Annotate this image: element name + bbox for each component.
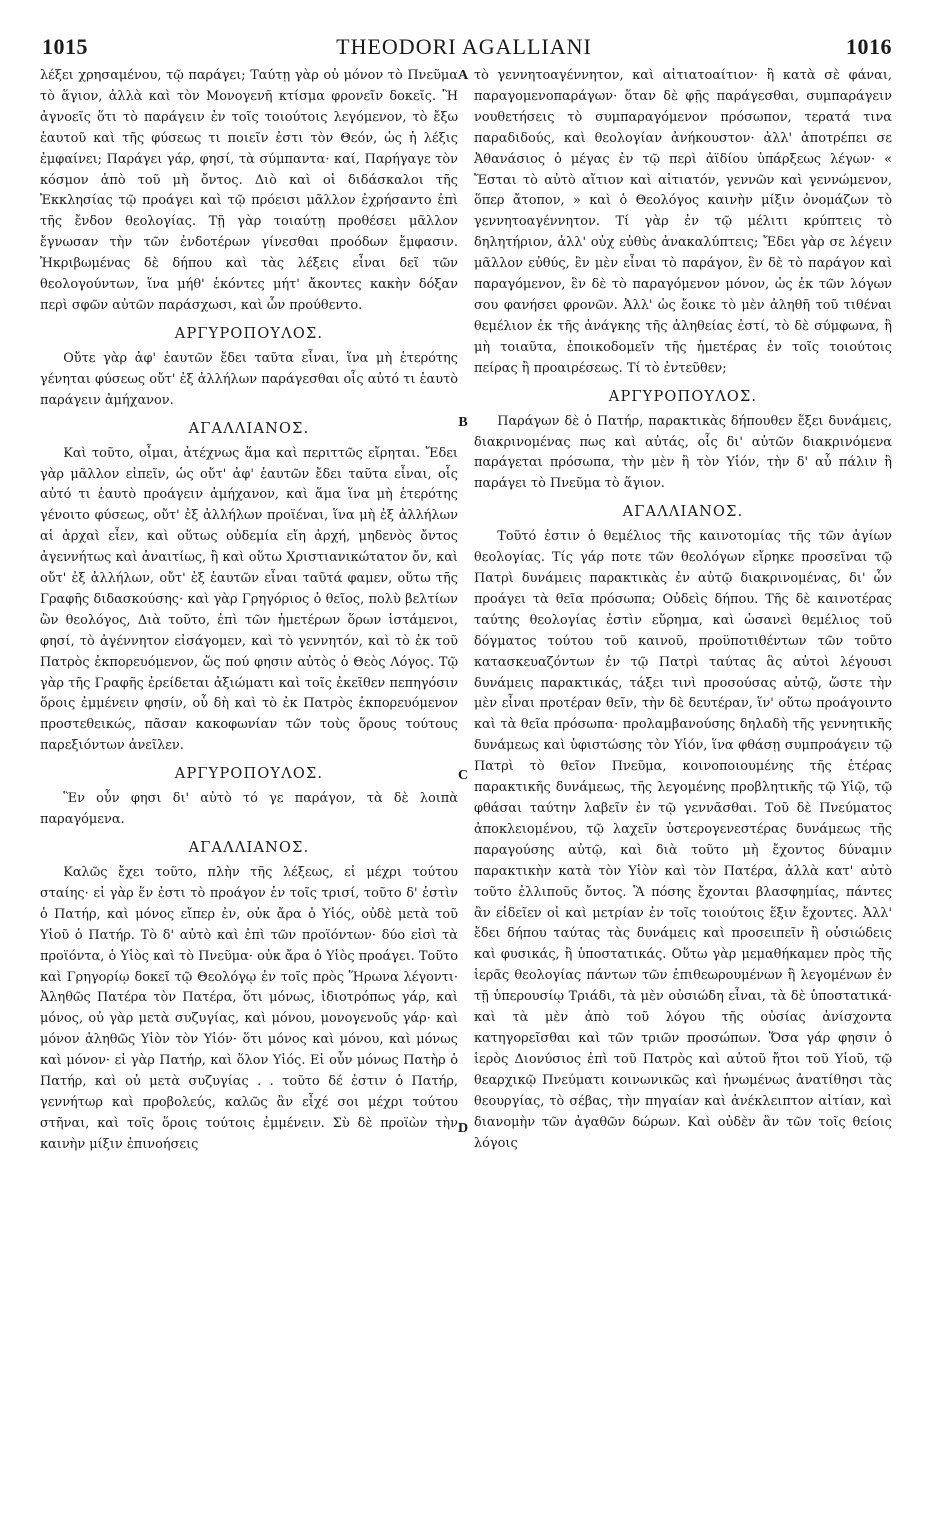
page-number-right: 1016: [846, 34, 892, 59]
text-paragraph: Παράγων δὲ ὁ Πατήρ, παρακτικὰς δήπουθεν ἕξει δυνάμεις, διακρινομένας πως καὶ αὐτάς, οἷς δι' αὐτῶν διακρινόμενα παράγεται πρόσωπα, τὴν μὲν ἢ τὸν Υἱόν, τὴν δ' αὖ πάλιν ἢ παράγει τὸ Πνεῦμα τὸ ἅγιον.: [474, 413, 892, 492]
margin-letter-b: B: [458, 415, 468, 430]
page-number-left: 1015: [42, 34, 88, 59]
right-column: [474, 66, 892, 1520]
speaker-heading: ΑΓΑΛΛΙΑΝΟΣ.: [188, 420, 310, 437]
text-paragraph: Ἓν οὖν φησι δι' αὐτὸ τό γε παράγον, τὰ δὲ λοιπὰ παραγόμενα.: [40, 791, 458, 828]
text-paragraph: Καὶ τοῦτο, οἶμαι, ἀτέχνως ἅμα καὶ περιττῶς εἴρηται. Ἔδει γὰρ μᾶλλον εἰπεῖν, ὡς οὔτ' ἀφ' ἑαυτῶν ἔδει ταῦτα εἶναι, οἷς αὐτό τι ἑαυτὸ προάγειν ἀμήχανον, καὶ ἅμα ἵνα μὴ ἑτερότης γένοιτο φύσεως, οὔτ' ἐξ ἀλλήλων προϊέναι, ἵνα μὴ ἐξ ἀλλήλων αἱ ἀρχαὶ εἶεν, καὶ οὕτως οὐδεμία εἴη ἀρχή, μηδενὸς ὄντος ἀγεννήτως καὶ ἀναιτίως, ἢ καὶ οὕτω Χριστιανικώτατον ὄν, καὶ οὔτ' ἐξ ἀλλήλων, οὔτ' ἐξ ἑαυτῶν εἶναι ταῦτά φαμεν, οὕτω τῆς Γραφῆς διδασκούσης· καὶ γὰρ Γρηγόριος ὁ θεῖος, πολὺ βελτίων ὢν θεολόγος, Διὰ τοῦτο, ἐπὶ τῶν ἡμετέρων ὅρων ἱστάμενοι, φησί, τὸ ἀγέννητον εἰσάγομεν, καὶ τὸ γεννητόν, καὶ τὸ ἐκ τοῦ Πατρὸς ἐκπορευόμενον, ὥς πού φησιν αὐτὸς ὁ Θεὸς Λόγος. Τῷ γὰρ τῆς Γραφῆς ἐρείδεται ἀξιώματι καὶ τοῖς ἐκεῖθεν πεπηγόσιν ὅροις ἐμμένειν φησίν, οὗ δὴ καὶ τὸ ἐκ Πατρὸς ἐκπορευόμενον προστεθεικώς, πᾶσαν κακοφωνίαν τῶν τοὺς ὅρους τούτους παρεξιόντων ἀνεῖλεν.: [40, 445, 458, 754]
speaker-heading: ΑΡΓΥΡΟΠΟΥΛΟΣ.: [174, 325, 324, 342]
text-paragraph: Τοῦτό ἐστιν ὁ θεμέλιος τῆς καινοτομίας τῆς τῶν ἁγίων θεολογίας. Τίς γάρ ποτε τῶν θεολόγων εἴρηκε προσεῖναι τῷ Πατρὶ δυνάμεις παρακτικὰς ἐν αὐτῷ διακρινομένας, δι' ὧν προάγει τὰ θεῖα πρόσωπα; Οὐδεὶς δήπου. Τῆς δὲ καινοτέρας ταύτης θεολογίας ἐστὶν εὕρημα, καὶ ὡσανεὶ θεμέλιος τοῦ δόγματος τούτου τοῦ καινοῦ, προϋποτιθέντων τῶν τοῦτο κατασκευαζόντων ἐν τῷ Πατρὶ ταύτας ἃς αὐτοὶ λέγουσι δυνάμεις παρακτικάς, τάξει τινὶ προσούσας αὐτῷ, ὥστε τὴν μὲν εἶναι προτέραν θεῖν, τὴν δὲ δευτέραν, ἵν' οὕτω προάγοιντο καὶ τὰ θεῖα πρόσωπα· προλαμβανούσης δηλαδὴ τῆς γεννητικῆς δυνάμεως καὶ ὑφιστώσης τὸν Υἱόν, ἵνα φθάσῃ συμπροάγειν τῷ Πατρὶ τὸ θεῖον Πνεῦμα, κοινοποιουμένης τῆς ἑτέρας παρακτικῆς δυνάμεως, τῆς λεγομένης προβλητικῆς τῷ Υἱῷ, τῷ φθάσαι ταύτην λαβεῖν ἐν τῷ γεννᾶσθαι. Τοῦ δὲ Πνεύματος ἀποκλειομένου, τῷ λαχεῖν ὑστερογενεστέρας δυνάμεως τῆς παραγούσης αὐτῷ, καὶ διὰ τοῦτο μὴ ἔχοντος δύναμιν παρακτικὴν κατὰ τὸν Υἱὸν καὶ τὸν Πατέρα, ἀλλὰ κατ' αὐτὸ τοῦτο ἐλλιποῦς ὄντος. Ἃ πόσης ἔχονται βλασφημίας, πάντες ἂν εἰδεῖεν οἱ καὶ μετρίαν ἐν τοῖς τοιούτοις ἕξιν ἔχοντες. Ἀλλ' ἔδει δήπου ταύτας τὰς δυνάμεις καὶ προσειπεῖν ἢ οὐσιώδεις καὶ φυσικάς, ἢ ὑποστατικάς. Οὕτω γὰρ μεμαθήκαμεν πρὸς τῆς ἱερᾶς θεολογίας πάντων τῶν ἐπιθεωρουμένων ἢ λεγομένων ἐν τῇ ὑπερουσίῳ Τριάδι, τὰ μὲν οὐσιώδη εἶναι, τὰ δὲ ὑποστατικά· καὶ τὰ μὲν ἀπὸ τοῦ λόγου τῆς οὐσίας ἀνίσχοντα κατηγορεῖσθαι καὶ τῶν τριῶν προσώπων. Ὅσα γάρ φησιν ὁ ἱερὸς Διονύσιος ἐπὶ τοῦ Πατρὸς καὶ αὐτοῦ ἤτοι τοῦ Υἱοῦ, τῷ θεαρχικῷ Πνεύματι κοινωνικῶς καὶ ἡνωμένως ἀνατίθησι τὰς θεουργίας, τὸ σέβας, τὴν πηγαίαν καὶ ἀνέκλειπτον αἰτίαν, καὶ διανομὴν τῶν ἀγαθῶν δώρων. Καὶ οὐδὲν ἂν τῶν τοῖς θείοις λόγοις: [474, 529, 892, 1151]
text-paragraph: Οὔτε γὰρ ἀφ' ἑαυτῶν ἔδει ταῦτα εἶναι, ἵνα μὴ ἑτερότης γένηται φύσεως οὔτ' ἐξ ἀλλήλων παράγεσθαι οἷς αὐτό τι ἑαυτὸ παράγειν ἀμήχανον.: [40, 350, 458, 408]
margin-letter-d: D: [457, 1121, 469, 1136]
page-header: [28, 34, 900, 64]
speaker-heading: ΑΓΑΛΛΙΑΝΟΣ.: [622, 504, 744, 521]
left-column: [40, 66, 458, 1520]
speaker-heading: ΑΡΓΥΡΟΠΟΥΛΟΣ.: [174, 766, 324, 783]
text-paragraph: Καλῶς ἔχει τοῦτο, πλὴν τῆς λέξεως, εἰ μέχρι τούτου σταίης· εἰ γὰρ ἕν ἐστι τὸ προάγον ἐν τοῖς τρισί, τοῦτο δ' ἐστὶν ὁ Πατήρ, καὶ μόνος εἴπερ ἐν, οὐκ ἄρα ὁ Υἱός, οὐδὲ μετὰ τοῦ Υἱοῦ ὁ Πατήρ. Τὸ δ' αὐτὸ καὶ ἐπὶ τῶν προϊόντων· δύο εἰσὶ τὰ προϊόντα, ὁ Υἱὸς καὶ τὸ Πνεῦμα· οὐκ ἄρα ὁ Υἱὸς προάγει. Τοῦτο καὶ Γρηγορίῳ δοκεῖ τῷ Θεολόγῳ ἐν τοῖς πρὸς Ἥρωνα λέγοντι· Ἀληθῶς Πατέρα τὸν Πατέρα, ὅτι μόνως, ἰδιοτρόπως γάρ, καὶ μόνος, οὐ γὰρ μετὰ συζυγίας, καὶ μόνου, μονογενοῦς γάρ· καὶ μόνον ἀληθῶς Υἱὸν τὸν Υἱόν· ὅτι μόνος καὶ μόνου, καὶ μόνως καὶ μόνον· εἰ γὰρ Πατήρ, καὶ ὅλον Υἱός. Εἰ οὖν μόνως Πατὴρ ὁ Πατήρ, καὶ οὐ μετὰ συζυγίας . . τοῦτο δέ ἐστιν ὁ Πατήρ, γεννήτωρ καὶ προβολεύς, καλῶς ἂν εἶχέ σοι μέχρι τούτου στῆναι, καὶ τοῖς ὅροις τούτοις ἐμμένειν. Σὺ δὲ προϊὼν τὴν καινὴν μίξιν ἐπινοήσεις: [40, 865, 458, 1152]
speaker-heading: ΑΓΑΛΛΙΑΝΟΣ.: [188, 840, 310, 856]
speaker-heading: ΑΡΓΥΡΟΠΟΥΛΟΣ.: [608, 388, 758, 405]
running-title: THEODORI AGALLIANI: [336, 34, 592, 59]
text-paragraph: τὸ γεννητοαγέννητον, καὶ αἰτιατοαίτιον· ἢ κατὰ σὲ φάναι, παραγομενοπαράγων· ὅταν δὲ φῇς παράγεσθαι, συμπαράγειν νουθετήσεις τὸ συμπαραγόμενον πρόσωπον, τερατά τινα παραδιδούς, καὶ θεολογίαν ἀνήκουστον· ἀλλ' ἀποτρέπει σε Ἀθανάσιος ὁ μέγας ἐν τῷ περὶ ἀϊδίου ὑπάρξεως λέγων· « Ἔσται τὸ αὐτὸ αἴτιον καὶ αἰτιατόν, γεννῶν καὶ γεννώμενον, ὅπερ ἄτοπον, » καὶ ὁ Θεολόγος καινὴν μίξιν ὀνομάζων τὸ γεννητοαγέννητον. Τί γὰρ ἐν τῷ μέλιτι κρύπτεις τὸ δηλητήριον, ἀλλ' οὐχ εὐθὺς ἀνακαλύπτεις; Ἔδει γὰρ σε λέγειν μᾶλλον εὐθύς, ἓν μὲν εἶναι τὸ παράγον, ἓν δὲ τὸ παράγον καὶ παραγόμενον, ἓν δὲ τὸ παραγόμενον μόνον, ὡς ἐκ τῶν λόγων σου φανήσει φρονῶν. Ἀλλ' ὡς ἔοικε τὸ μὲν ἀληθῆ τοῦ τιθέναι θεμέλιον ἐκ τῆς ἀνάγκης τῆς ἀληθείας ἐστί, τὸ δὲ σύμφωνα, ἢ μὴ τοιαῦτα, ἐποικοδομεῖν τῆς ἡμετέρας ἐν τοῖς τοιούτοις πείρας ἢ προαιρέσεως. Τί τὸ ἐντεῦθεν;: [474, 68, 892, 376]
margin-letter-a: A: [457, 68, 469, 83]
margin-letter-c: C: [457, 768, 469, 783]
text-paragraph: λέξει χρησαμένου, τῷ παράγει; Ταύτῃ γὰρ οὐ μόνον τὸ Πνεῦμα τὸ ἅγιον, ἀλλὰ καὶ τὸν Μονογενῆ κτίσμα φρονεῖν δοκεῖς. Ἢ ἀγνοεῖς ὅτι τὸ παράγειν ἐν τοῖς τοιούτοις λεγόμενον, τὸ ἔξω ἑαυτοῦ καὶ τῆς φύσεως τι ποιεῖν ἐστι τὸν Θεόν, ὡς ἡ λέξις ἐμφαίνει; Παράγει γάρ, φησί, τὰ σύμπαντα· καί, Παρήγαγε τὸν κόσμον ἀπὸ τοῦ μὴ ὄντος. Διὸ καὶ οἱ διδάσκαλοι τῆς Ἐκκλησίας τῷ προάγει καὶ τῷ πρόεισι μᾶλλον ἐχρήσαντο ἐπὶ τῆς ἔνδον θεολογίας. Τῇ γὰρ τοιαύτῃ προθέσει μᾶλλον ἔγνωσαν τὴν τῶν ἐνδοτέρων γίνεσθαι προόδων ἔμφασιν. Ἠκριβωμένας δὲ δήπου καὶ τὰς λέξεις εἶναι δεῖ τῶν θεολογούντων, ἵνα μήθ' ἑκόντες μήτ' ἄκοντες κακὴν δόξαν περὶ σφῶν αὐτῶν παράσχωσι, καὶ ὧν προύθεντο.: [40, 68, 458, 313]
